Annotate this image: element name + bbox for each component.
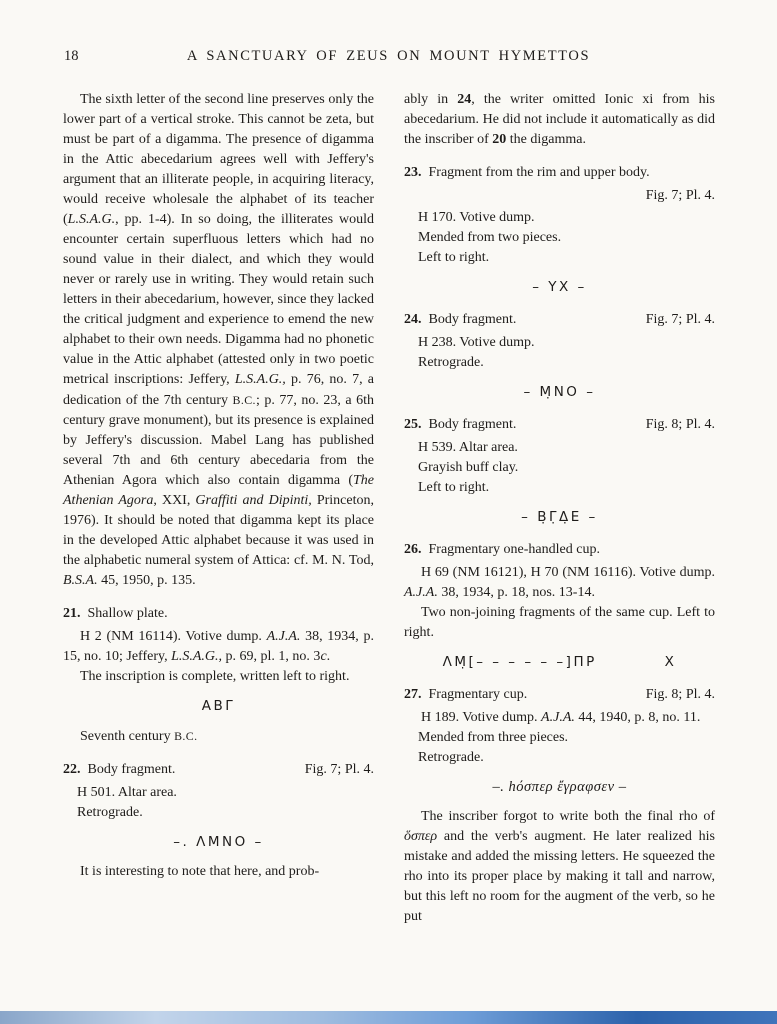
entry-number: 23.	[404, 165, 422, 180]
paragraph: H 189. Votive dump. A.J.A. 44, 1940, p. 8, no. 11.	[421, 710, 701, 725]
italic-text: c	[320, 649, 327, 664]
figure-reference: Fig. 8; Pl. 4.	[645, 417, 715, 432]
detail-line: H 501. Altar area.	[77, 785, 177, 800]
inscription: – ΥΧ –	[532, 279, 587, 295]
italic-text: A.J.A.	[541, 710, 575, 725]
entry-details	[404, 438, 715, 498]
italic-text: L.S.A.G.	[67, 212, 116, 227]
entry-number: 27.	[404, 687, 422, 702]
entry-number: 24.	[404, 312, 422, 327]
entry-title: 27. Fragmentary cup.	[404, 687, 528, 702]
styled-text: B.C.	[174, 729, 198, 743]
entry-number: 26.	[404, 542, 422, 557]
text-columns	[63, 90, 715, 1004]
italic-text: Graffiti and Dipinti,	[195, 493, 312, 508]
left-column	[63, 90, 374, 1004]
paragraph: The inscription is complete, written left to right.	[80, 669, 350, 684]
entry-title: 23. Fragment from the rim and upper body.	[404, 165, 650, 180]
detail-line: Grayish buff clay.	[418, 460, 519, 475]
entry-number: 21.	[63, 606, 81, 621]
entry-heading	[63, 760, 374, 780]
page-number: 18	[64, 48, 79, 64]
entry-title: 24. Body fragment.	[404, 312, 517, 327]
inscription: – Β̣Γ̣Δ̣Ε –	[521, 509, 598, 525]
entry-heading	[404, 540, 715, 560]
figure-reference: Fig. 7; Pl. 4.	[645, 188, 715, 203]
entry-number: 22.	[63, 762, 81, 777]
italic-text: The Athenian Agora	[63, 473, 374, 508]
italic-text: A.J.A.	[266, 629, 301, 644]
figure-reference: Fig. 8; Pl. 4.	[645, 687, 715, 702]
right-column	[404, 90, 715, 1004]
inscription: – Μ̣ΝΟ –	[523, 384, 596, 400]
detail-line: H 238. Votive dump.	[418, 335, 535, 350]
entry-details	[404, 333, 715, 373]
bold-text: 24	[457, 92, 472, 107]
inscription: –. hόσπερ ἔγραφσεν –	[492, 779, 627, 795]
entry-number: 25.	[404, 417, 422, 432]
detail-line: H 539. Altar area.	[418, 440, 518, 455]
detail-line: Retrograde.	[418, 355, 484, 370]
figure-reference: Fig. 7; Pl. 4.	[645, 312, 715, 327]
paragraph: Seventh century B.C.	[80, 729, 198, 744]
scan-edge-artifact	[0, 1011, 777, 1024]
figure-reference: Fig. 7; Pl. 4.	[304, 762, 374, 777]
entry-heading	[404, 163, 715, 183]
italic-text: B.S.A.	[63, 573, 98, 588]
entry-details	[404, 208, 715, 268]
inscription: ΑΒΓ	[201, 698, 236, 714]
paragraph: The sixth letter of the second line preserves only the lower part of a vertical stroke. This cannot be zeta, but must be part of a digamma. The presence of digamma in the Attic abecedarium agrees well with Jeffery's argument that an illiterate people, in acquiring literacy, would receive wholesale the alphabet of its teacher (L.S.A.G., pp. 1-4). In so doing, the illiterates would encounter certain superfluous letters which had no sound value in their dialect, and which they would never or rarely use in writing. They would retain such letters in their abecedarium, however, since they lacked the critical judgment and experience to emend the new alphabet to their own needs. Digamma had no phonetic value in the Attic alphabet (attested only in two poetic metrical inscriptions: Jeffery, L.S.A.G., p. 76, no. 7, a dedication of the 7th century B.C.; p. 77, no. 23, a 6th century grave monument), but its presence is explained by Jeffery's discussion. Mabel Lang has published several 7th and 6th century abecedaria from the Athenian Agora which also contain digamma (The Athenian Agora, XXI, Graffiti and Dipinti, Princeton, 1976). It should be noted that digamma kept its place in the developed Attic alphabet because it was used in the alphabetic numeral system of Attica: cf. M. N. Tod, B.S.A. 45, 1950, p. 135.	[63, 92, 374, 588]
paragraph: The inscriber forgot to write both the final rho of ὅσπερ and the verb's augment. He later realized his mistake and added the missing letters. He squeezed the rho into its proper place by making it tall and narrow, but this left no room for the augment of the verb, so he put	[404, 809, 715, 924]
entry-title: 22. Body fragment.	[63, 762, 176, 777]
inscription: –. ΛΜΝΟ –	[173, 834, 264, 850]
running-header	[64, 48, 713, 68]
paragraph: H 2 (NM 16114). Votive dump. A.J.A. 38, 1934, p. 15, no. 10; Jeffery, L.S.A.G., p. 69, pl. 1, no. 3c.	[63, 629, 374, 664]
italic-text: A.J.A.	[404, 585, 438, 600]
bold-text: 20	[492, 132, 507, 147]
paragraph: ably in 24, the writer omitted Ionic xi from his abecedarium. He did not include it automatically as did the inscriber of 20 the digamma.	[404, 92, 715, 147]
detail-line: Mended from two pieces.	[418, 230, 562, 245]
detail-line: Left to right.	[418, 480, 490, 495]
entry-title: 25. Body fragment.	[404, 417, 517, 432]
entry-title: 21. Shallow plate.	[63, 606, 168, 621]
italic-text: L.S.A.G.,	[171, 649, 223, 664]
entry-heading	[63, 604, 374, 624]
entry-title: 26. Fragmentary one-handled cup.	[404, 542, 600, 557]
italic-text: ὅσπερ	[404, 829, 438, 844]
entry-heading	[404, 685, 715, 705]
detail-line: Mended from three pieces.	[418, 730, 569, 745]
entry-details	[404, 728, 715, 768]
paragraph: H 69 (NM 16121), H 70 (NM 16116). Votive dump. A.J.A. 38, 1934, p. 18, nos. 13-14.	[404, 565, 715, 600]
paragraph: Two non-joining fragments of the same cup. Left to right.	[404, 605, 715, 640]
detail-line: Retrograde.	[77, 805, 143, 820]
entry-heading	[404, 415, 715, 435]
entry-details	[63, 783, 374, 823]
detail-line: Retrograde.	[418, 750, 484, 765]
inscription: ΛΜ̣[– – – – – –]ΠΡ Χ	[442, 654, 677, 670]
italic-text: L.S.A.G.,	[234, 372, 286, 387]
entry-heading	[404, 310, 715, 330]
running-title: A SANCTUARY OF ZEUS ON MOUNT HYMETTOS	[186, 48, 591, 64]
detail-line: Left to right.	[418, 250, 490, 265]
detail-line: H 170. Votive dump.	[418, 210, 535, 225]
styled-text: B.C.	[232, 393, 256, 407]
paragraph: It is interesting to note that here, and prob-	[80, 864, 320, 879]
